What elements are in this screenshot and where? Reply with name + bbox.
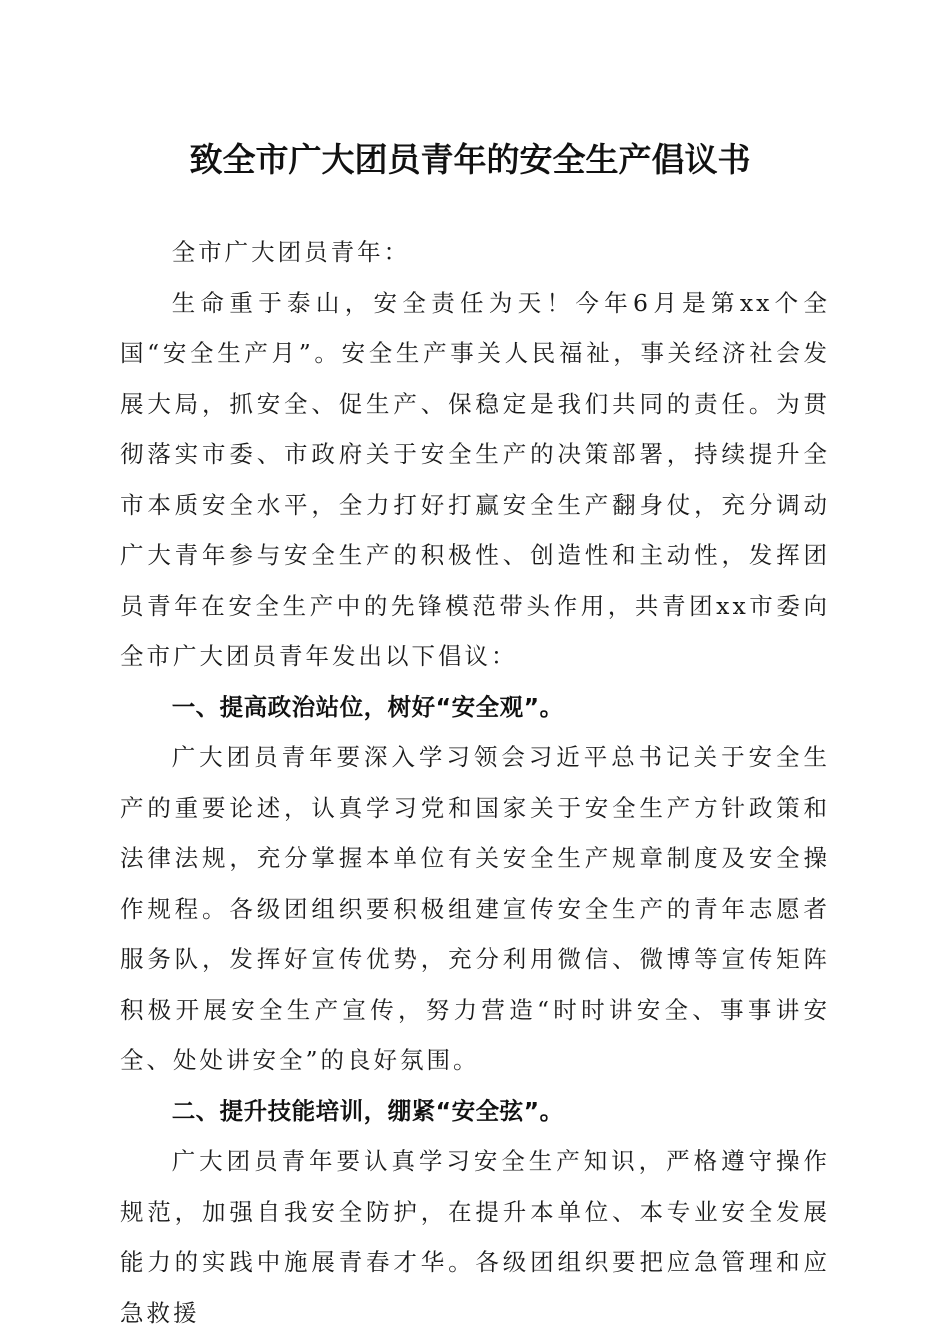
intro-paragraph: 生命重于泰山，安全责任为天！今年6月是第xx个全国“安全生产月”。安全生产事关人民福祉，事关经济社会发展大局，抓安全、促生产、保稳定是我们共同的责任。为贯彻落实市委、市政府关于安全生产的决策部署，持续提升全市本质安全水平，全力打好打赢安全生产翻身仗，充分调动广大青年参与安全生产的积极性、创造性和主动性，发挥团员青年在安全生产中的先锋模范带头作用，共青团xx市委向全市广大团员青年发出以下倡议：: [120, 288, 830, 670]
salutation: 全市广大团员青年：: [171, 238, 411, 266]
document-title: 致全市广大团员青年的安全生产倡议书: [189, 140, 751, 179]
section-heading-2: 二、提升技能培训，绷紧“安全弦”。: [171, 1096, 564, 1125]
document-body: [120, 227, 830, 1338]
section-body-2: 广大团员青年要认真学习安全生产知识，严格遵守操作规范，加强自我安全防护，在提升本单位、本专业安全发展能力的实践中施展青春才华。各级团组织要把应急管理和应急救援: [120, 1147, 830, 1327]
section-heading-1: 一、提高政治站位，树好“安全观”。: [171, 692, 564, 721]
section-body-1: 广大团员青年要深入学习领会习近平总书记关于安全生产的重要论述，认真学习党和国家关于安全生产方针政策和法律法规，充分掌握本单位有关安全生产规章制度及安全操作规程。各级团组织要积极组建宣传安全生产的青年志愿者服务队，发挥好宣传优势，充分利用微信、微博等宣传矩阵积极开展安全生产宣传，努力营造“时时讲安全、事事讲安全、处处讲安全”的良好氛围。: [120, 743, 830, 1074]
